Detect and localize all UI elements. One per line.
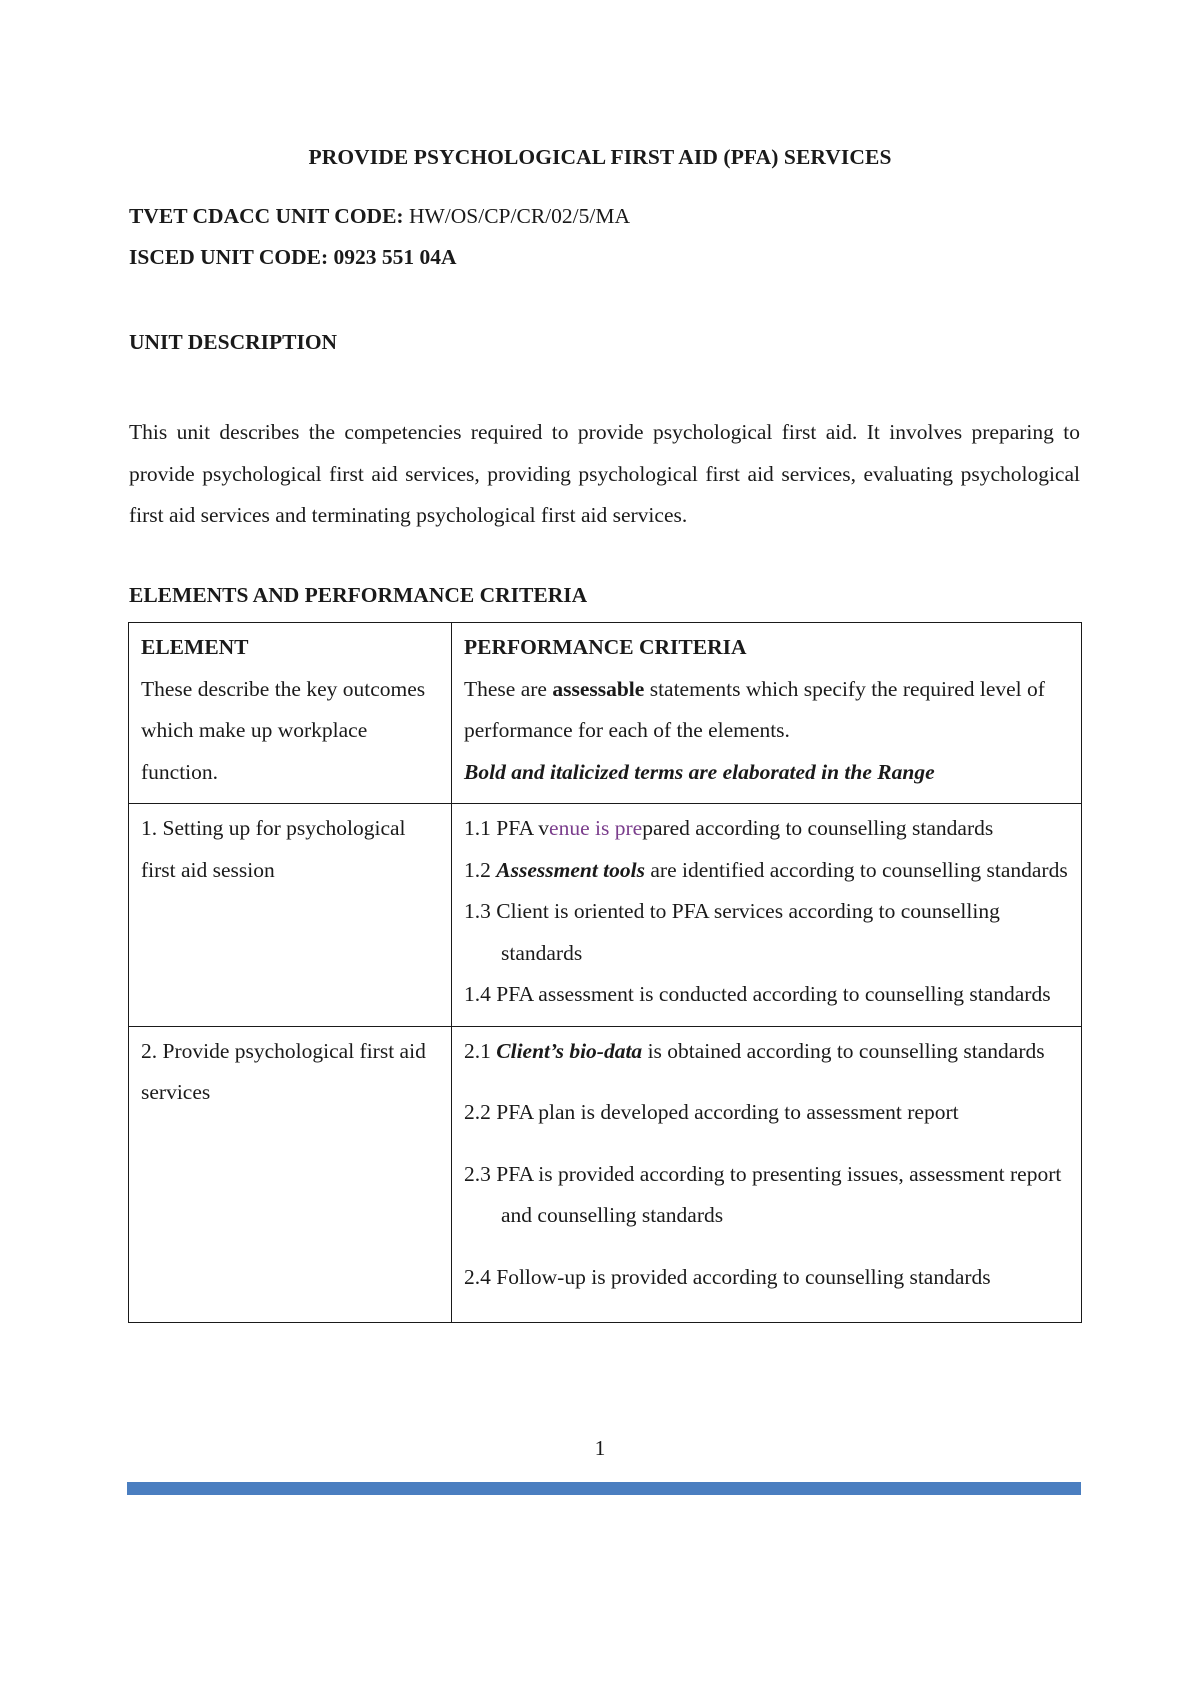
elements-criteria-table [128, 622, 1082, 1323]
element-header-cell [129, 623, 452, 804]
element-1-text: 1. Setting up for psychological first aid session [141, 816, 406, 882]
criteria-column-description [464, 669, 1071, 752]
isced-unit-code [129, 245, 457, 270]
criterion-2-1-rest: is obtained according to counselling standards [642, 1038, 1045, 1063]
criterion-1-2-rest: are identified according to counselling standards [645, 857, 1068, 882]
element-cell-1 [129, 804, 452, 1027]
criteria-range-note: Bold and italicized terms are elaborated in the Range [464, 759, 935, 784]
criteria-header-cell [452, 623, 1082, 804]
unit-description-text: This unit describes the competencies required to provide psychological first aid. It involves preparing to provide psychological first aid services, providing psychological first aid services, evaluating psychological first aid services and terminating psychological first aid services. [129, 420, 1080, 527]
element-cell-2 [129, 1026, 452, 1323]
criteria-cell-2 [452, 1026, 1082, 1323]
criteria-column-title: PERFORMANCE CRITERIA [464, 635, 747, 659]
page-number: 1 [594, 1436, 606, 1460]
table-header-row [129, 623, 1082, 804]
criterion-2-1-term: Client’s bio-data [496, 1038, 643, 1063]
isced-unit-code-label: ISCED UNIT CODE: 0923 551 04A [129, 245, 457, 269]
criterion-2-4: 2.4 Follow-up is provided according to counselling standards [464, 1264, 991, 1289]
criteria-desc-bold: assessable [552, 676, 645, 701]
element-2-text: 2. Provide psychological first aid services [141, 1038, 426, 1104]
tvet-unit-code-value: HW/OS/CP/CR/02/5/MA [403, 204, 630, 228]
criterion-1-1-post: pared according to counselling standards [642, 816, 994, 840]
criterion-2-3: 2.3 PFA is provided according to presenting issues, assessment report and counselling standards [464, 1161, 1062, 1227]
tvet-unit-code-label: TVET CDACC UNIT CODE: [129, 204, 404, 228]
criterion-1-2-num: 1.2 [464, 857, 497, 882]
criterion-1-2-term: Assessment tools [496, 857, 645, 882]
table-row [129, 1026, 1082, 1323]
criterion-1-1-pre: 1.1 PFA v [464, 816, 550, 840]
criterion-1-2 [464, 850, 1071, 892]
elements-heading: ELEMENTS AND PERFORMANCE CRITERIA [129, 583, 588, 607]
criterion-2-2: 2.2 PFA plan is developed according to assessment report [464, 1100, 959, 1124]
criteria-desc-pre: These are [464, 676, 553, 701]
criterion-2-1 [464, 1031, 1071, 1073]
tvet-unit-code [129, 204, 630, 229]
unit-description-heading: UNIT DESCRIPTION [129, 330, 338, 354]
element-column-description: These describe the key outcomes which make up workplace function. [141, 676, 426, 784]
criterion-1-1-annotated: enue is pre [549, 816, 643, 840]
criteria-cell-1 [452, 804, 1082, 1027]
criterion-1-4: 1.4 PFA assessment is conducted according to counselling standards [464, 982, 1051, 1006]
document-title: PROVIDE PSYCHOLOGICAL FIRST AID (PFA) SERVICES [308, 145, 892, 169]
criterion-1-3: 1.3 Client is oriented to PFA services according to counselling standards [464, 899, 1000, 965]
criterion-2-1-num: 2.1 [464, 1038, 497, 1063]
table-row [129, 804, 1082, 1027]
footer-bar [127, 1482, 1081, 1495]
element-column-title: ELEMENT [141, 635, 249, 659]
criteria-desc-post: statements which specify the required level of performance for each of the elements. [464, 676, 1045, 742]
criterion-1-1 [464, 808, 1071, 850]
